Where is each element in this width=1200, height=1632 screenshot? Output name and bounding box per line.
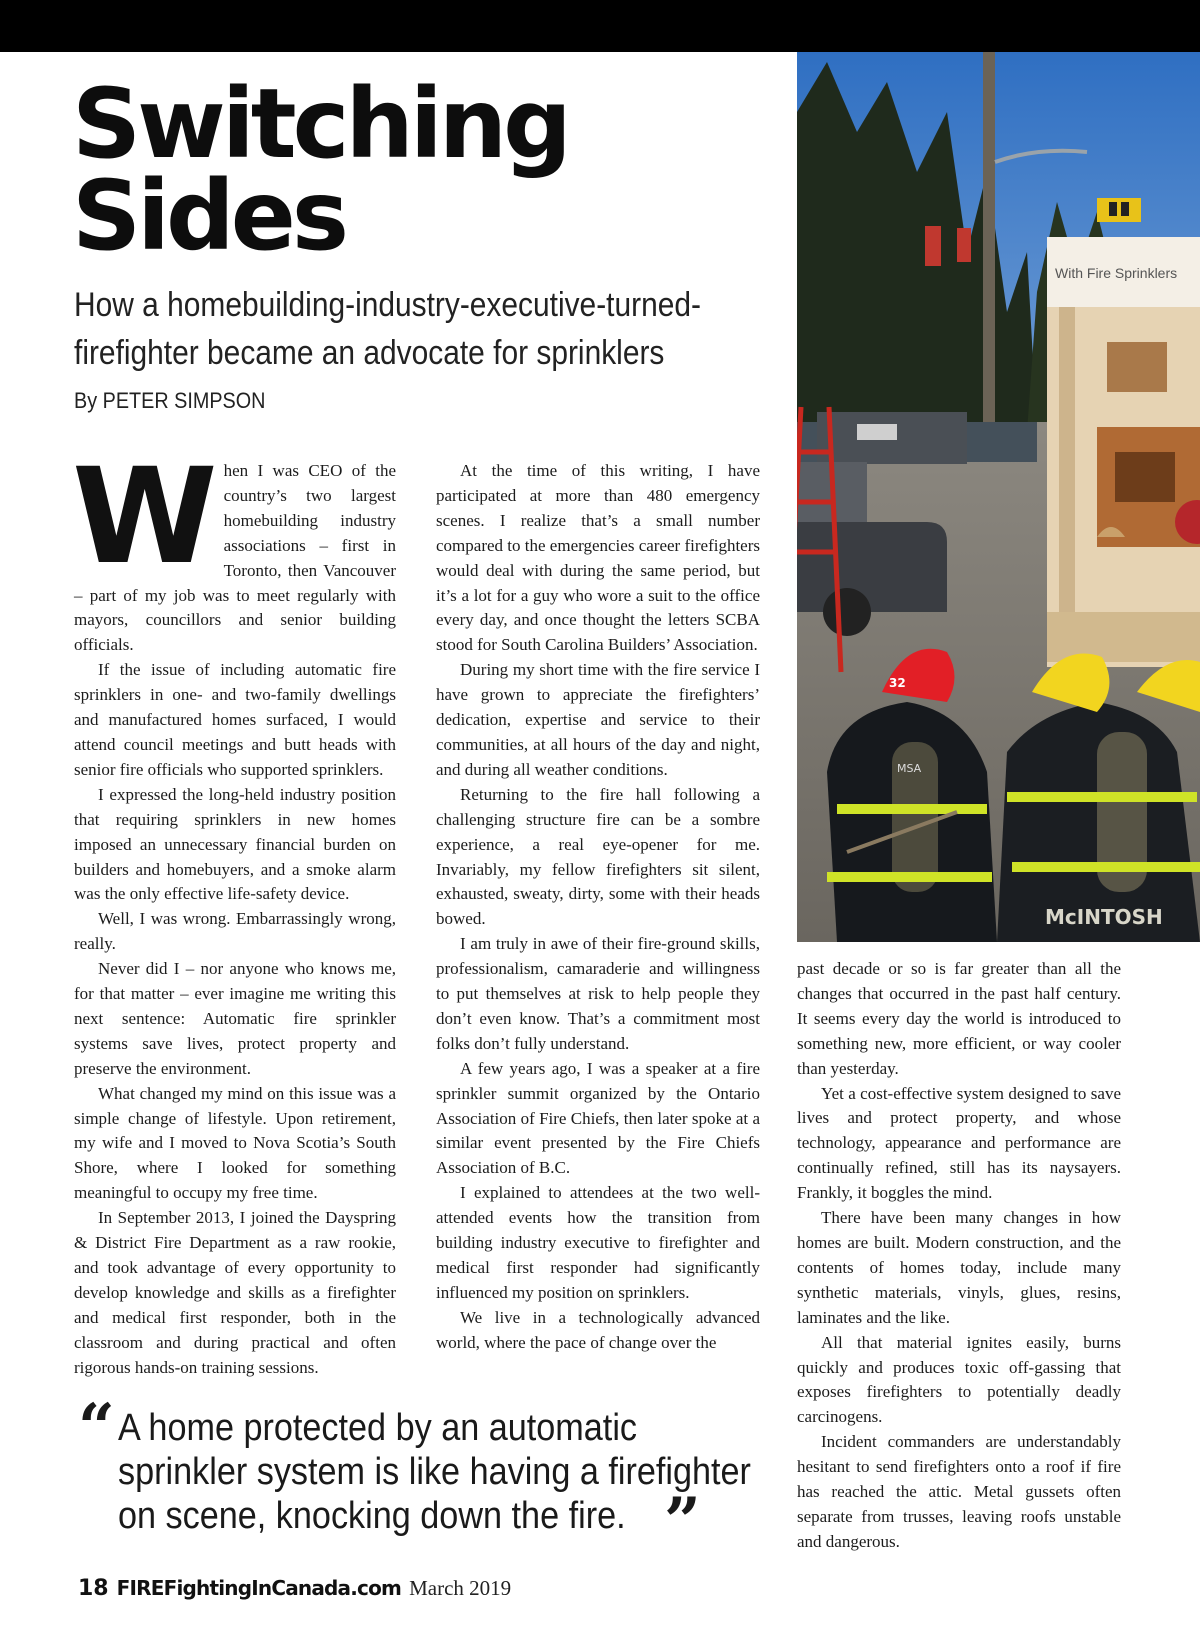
drop-cap: W (72, 440, 212, 594)
paragraph: Returning to the fire hall following a challenging structure fire can be a sombre experience, a real eye-opener for me. Invariably, my fellow firefighters sit silent, exhausted, sweaty, dirty, some with their heads bowed. (436, 784, 760, 929)
paragraph (72, 440, 396, 658)
coat-name: McINTOSH (1045, 905, 1163, 929)
body-column-2 (436, 459, 760, 1356)
paragraph: I am truly in awe of their fire-ground skills, professionalism, camaraderie and willingness to put themselves at risk to help people they don’t even know. That’s a commitment most folks don’t fully understand. (436, 934, 760, 1053)
byline: By PETER SIMPSON (74, 388, 266, 413)
paragraph: Well, I was wrong. Embarrassingly wrong, really. (74, 909, 396, 954)
paragraph: past decade or so is far greater than all the changes that occurred in the past half century. It seems every day the world is introduced to something new, more efficient, or way cooler than yesterday. (797, 959, 1121, 1078)
paragraph: A few years ago, I was a speaker at a fire sprinkler summit organized by the Ontario Association of Fire Chiefs, then later spoke at a similar event presented by the Fire Chiefs Association of B.C. (436, 1058, 760, 1178)
paragraph-text: hen I was CEO of the country’s two largest homebuilding industry associations – first in Toronto, then Vancouver – part of my job was to meet regularly with mayors, councillors and senior building officials. (74, 461, 396, 655)
tank-label: MSA (897, 762, 922, 775)
top-black-bar (0, 0, 1200, 52)
page-footer (78, 1576, 511, 1601)
firefighters-photo (797, 52, 1200, 942)
open-quote-mark: “ (78, 1390, 115, 1465)
subtitle-line-1: How a homebuilding-industry-executive-turned- (74, 286, 701, 324)
traffic-signal (1097, 198, 1141, 222)
pickup-truck (797, 522, 947, 612)
pull-quote (78, 1390, 778, 1559)
body-column-1 (72, 440, 396, 1381)
issue-date: March 2019 (409, 1576, 512, 1600)
page-number: 18 (78, 1576, 109, 1601)
title-line-2: Sides (72, 160, 346, 272)
body-column-3 (797, 957, 1121, 1555)
pull-quote-line-1: A home protected by an automatic (118, 1407, 638, 1449)
paragraph: In September 2013, I joined the Dayspring & District Fire Department as a raw rookie, and took advantage of every opportunity to develop knowledge and skills as a firefighter and medical first responder, both in the classroom and during practical and often rigorous hands-on training sessions. (74, 1208, 396, 1377)
paragraph: I explained to attendees at the two well-attended events how the transition from building industry executive to firefighter and medical first responder had significantly influenced my position on sprinklers. (436, 1183, 760, 1302)
demo-house-sign: With Fire Sprinklers (1055, 265, 1178, 281)
paragraph: What changed my mind on this issue was a simple change of lifestyle. Upon retirement, my wife and I moved to Nova Scotia’s South Shore, where I looked for something meaningful to occupy my free time. (74, 1083, 396, 1203)
paragraph: Incident commanders are understandably hesitant to send firefighters onto a roof if fire has reached the attic. Metal gussets often separate from trusses, leaving roofs unstable and dangerous. (797, 1432, 1121, 1551)
paragraph: At the time of this writing, I have participated at more than 480 emergency scenes. I realize that’s a small number compared to the emergencies career firefighters would deal with during the same period, but it’s a lot for a guy who wore a suit to the office every day, and once thought the letters SCBA stood for South Carolina Builders’ Association. (436, 461, 760, 655)
pull-quote-line-3: on scene, knocking down the fire. (118, 1495, 626, 1537)
article-title (72, 68, 568, 272)
pull-quote-line-2: sprinkler system is like having a firefighter (118, 1451, 751, 1493)
paragraph: Yet a cost-effective system designed to save lives and protect property, and whose technology, appearance and performance are continually refined, still has its naysayers. Frankly, it boggles the mind. (797, 1083, 1121, 1203)
magazine-site: FIREFightingInCanada.com (116, 1576, 402, 1600)
close-quote-mark: ” (664, 1484, 701, 1559)
paragraph: If the issue of including automatic fire sprinklers in one- and two-family dwellings and manufactured homes surfaced, I would attend council meetings and butt heads with senior fire officials who supported sprinklers. (74, 660, 396, 779)
demo-house (1047, 237, 1200, 667)
article-subtitle (74, 281, 701, 377)
paragraph: I expressed the long-held industry position that requiring sprinklers in new homes imposed an unnecessary financial burden on builders and homebuyers, and a smoke alarm was the only effective life-safety device. (74, 784, 396, 904)
paragraph: During my short time with the fire service I have grown to appreciate the firefighters’ dedication, expertise and service to their communities, at all hours of the day and night, and during all weather conditions. (436, 660, 760, 779)
title-line-1: Switching (72, 68, 568, 180)
subtitle-line-2: firefighter became an advocate for sprinklers (74, 334, 665, 372)
paragraph: Never did I – nor anyone who knows me, for that matter – ever imagine me writing this next sentence: Automatic fire sprinkler systems save lives, protect property and preserve the environment. (74, 959, 396, 1078)
paragraph: We live in a technologically advanced world, where the pace of change over the (436, 1307, 760, 1352)
utility-pole (983, 52, 995, 472)
paragraph: All that material ignites easily, burns quickly and produces toxic off-gassing that exposes firefighters to potentially deadly carcinogens. (797, 1332, 1121, 1427)
photo-illustration (797, 52, 1200, 942)
helmet-number: 32 (889, 676, 906, 690)
paragraph: There have been many changes in how homes are built. Modern construction, and the contents of homes today, include many synthetic materials, vinyls, glues, resins, laminates and the like. (797, 1208, 1121, 1327)
